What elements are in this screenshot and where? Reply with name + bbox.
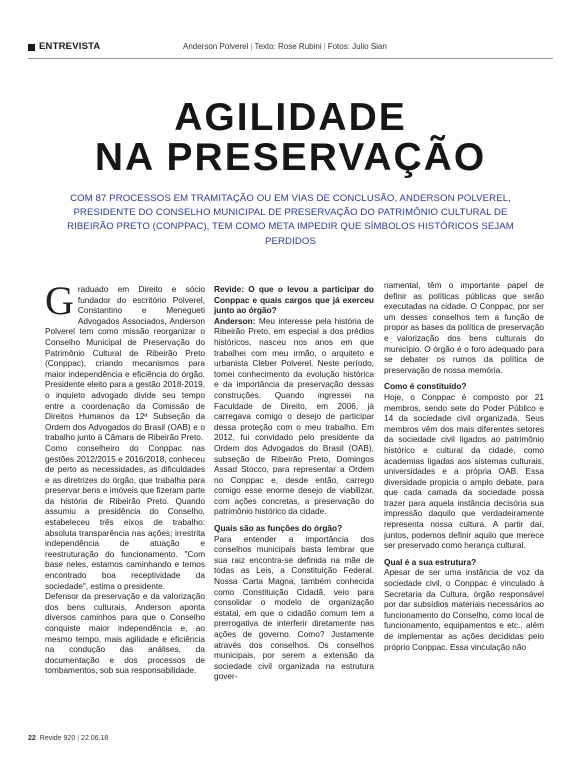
question-2: Quais são as funções do órgão? (214, 523, 343, 534)
issue-date: 22.06.18 (81, 735, 109, 742)
answer-4: Apesar de ser uma instância de voz da sociedade civil, o Conppac é vinculado à Secretaria da Cultura, órgão responsável por dar subsídios materiais necessários ao funcionamento do Conselho, como local de funcionamento, equipamentos e etc., além de implementar as ações decididas pelo próprio Conppac. Essa vinculação não (384, 567, 544, 652)
deck-subtitle: COM 87 PROCESSOS EM TRAMITAÇÃO OU EM VIAS DE CONCLUSÃO, ANDERSON POLVEREL, PRESIDENTE DO CONSELHO MUNICIPAL DE PRESERVAÇÃO DO PATRIMÔNIO CULTURAL DE RIBEIRÃO PRETO (CONPPAC), TEM COMO META IMPEDIR QUE SÍMBOLOS HISTÓRICOS SEJAM PERDIDOS (67, 193, 514, 247)
section-label: ENTREVISTA (39, 41, 101, 52)
answer-2-continued: namental, têm o importante papel de definir as políticas públicas que serão executadas na cidade. O Conppac, por ser um desses conselhos tem a função de propor as bases da política de preservação e valorização dos bens culturais do município. O órgão é o foro adequado para se debater os rumos da política de preservação de nossa memória. (384, 280, 544, 375)
article-column-1 (45, 278, 205, 676)
answer-3: Hoje, o Conppac é composto por 21 membros, sendo sete do Poder Público e 14 da sociedade civil organizada. Seus membros vêm dos mais diferentes setores da sociedade civil ligados ao patrimônio histórico e cultural da cidade, como academias ligadas aos sistemas culturais, universidades e a própria OAB. Essa diversidade propicia o amplo debate, para que cada camada da sociedade possa trazer para aquela instância decisória sua impressão daquilo que verdadeiramente representa nossa cultura. A partir daí, juntos, podemos definir aquilo que merece ser preservado como herança cultural. (384, 391, 544, 551)
headline-line-1: AGILIDADE (174, 96, 407, 139)
headline (28, 98, 553, 178)
section-square-icon (28, 44, 35, 51)
body-paragraph: Defensor da preservação e da valorização dos bens culturais, Anderson aponta diversos caminhos para que o Conselho conquiste maior independência e, ao mesmo tempo, mais agilidade e eficiência na condução das análises, da documentação e dos processos de tombamentos, sob sua responsabilidade. (45, 591, 205, 676)
question-1: Revide: O que o levou a participar do Conppac e quais cargos que já exerceu junto ao órgão? (214, 284, 374, 316)
headline-line-2: NA PRESERVAÇÃO (94, 136, 487, 179)
body-paragraph: Como conselheiro do Conppac nas gestões 2012/2015 e 2016/2018, conheceu de perto as necessidades, as dificuldades e as diretrizes do órgão, que trabalha para preservar bens e imóveis que fizeram parte da história de Ribeirão Preto. Quando assumiu a presidência do Conselho, estabeleceu três eixos de trabalho: absoluta transparência nas ações; irrestrita independência de atuação e reestruturação do funcionamento. "Com base neles, estamos caminhando e temos encontrado boa receptividade da sociedade", estima o presidente. (45, 442, 205, 591)
question-3: Como é constituído? (384, 381, 467, 392)
answer-1: Anderson: Meu interesse pela história de Ribeirão Preto, em especial a dos prédios históricos, nasceu nos anos em que trabalhei com meu irmão, o arquiteto e urbanista Cleber Polverel. Neste período, tomei conhecimento da evolução histórica e da importância da preservação dessas construções. Quando ingressei na Faculdade de Direito, em 2006, já carregava comigo o desejo de participar dessa proteção com o meu trabalho. Em 2012, fui convidado pelo presidente da Ordem dos Advogados do Brasil (OAB), subseção de Ribeirão Preto, Domingos Assad Stocco, para representar a Ordem no Conppac e, desde então, carrego comigo esse enorme desejo de viabilizar, com ações concretas, a preservação do patrimônio histórico da cidade. (214, 315, 374, 517)
credits-line: Anderson Polverel | Texto: Rose Rubini | Fotos: Julio Sian (183, 42, 387, 51)
page-header (28, 41, 553, 55)
question-4: Qual é a sua estrutura? (384, 556, 477, 567)
intro-paragraph: Graduado em Direito e sócio fundador do escritório Polverel, Constantino e Menegueti Advogados Associados, Anderson Polverel tem como missão reorganizar o Conselho Municipal de Preservação do Patrimônio Cultural de Ribeirão Preto (Conppac), criando mecanismos para maior independência e eficiência do órgão. Presidente eleito para a gestão 2018-2019, o inquieto advogado divide seu tempo entre a coordenação da Comissão de Direitos Humanos da 12ª Subseção da Ordem dos Advogados do Brasil (OAB) e o trabalho junto à Câmara de Ribeirão Preto. (45, 278, 205, 443)
article-column-2 (214, 284, 374, 682)
photo-credit: Fotos: Julio Sian (327, 42, 387, 51)
drop-cap: G (45, 278, 74, 323)
page-footer: 22 Revide 920 | 22.06.18 (28, 735, 109, 742)
answer-2: Para entender a importância dos conselhos municipais basta lembrar que sua raiz encontra-se definida na mãe de todas as Leis, a Constituição Federal. Nossa Carta Magna, também conhecida como Constituição Cidadã, veio para consolidar o modelo de organização estatal, em que o cidadão comum tem a prerrogativa de interferir diretamente nas ações de governo. Como? Justamente através dos conselhos. Os conselhos municipais, por serem a extensão da sociedade civil organizada na estrutura gover- (214, 533, 374, 682)
magazine-issue: Revide 920 (39, 735, 76, 742)
page-number: 22 (28, 735, 36, 742)
author-credit: Anderson Polverel (183, 42, 249, 51)
article-column-3 (384, 280, 544, 652)
header-divider (28, 58, 553, 59)
text-credit: Texto: Rose Rubini (254, 42, 322, 51)
